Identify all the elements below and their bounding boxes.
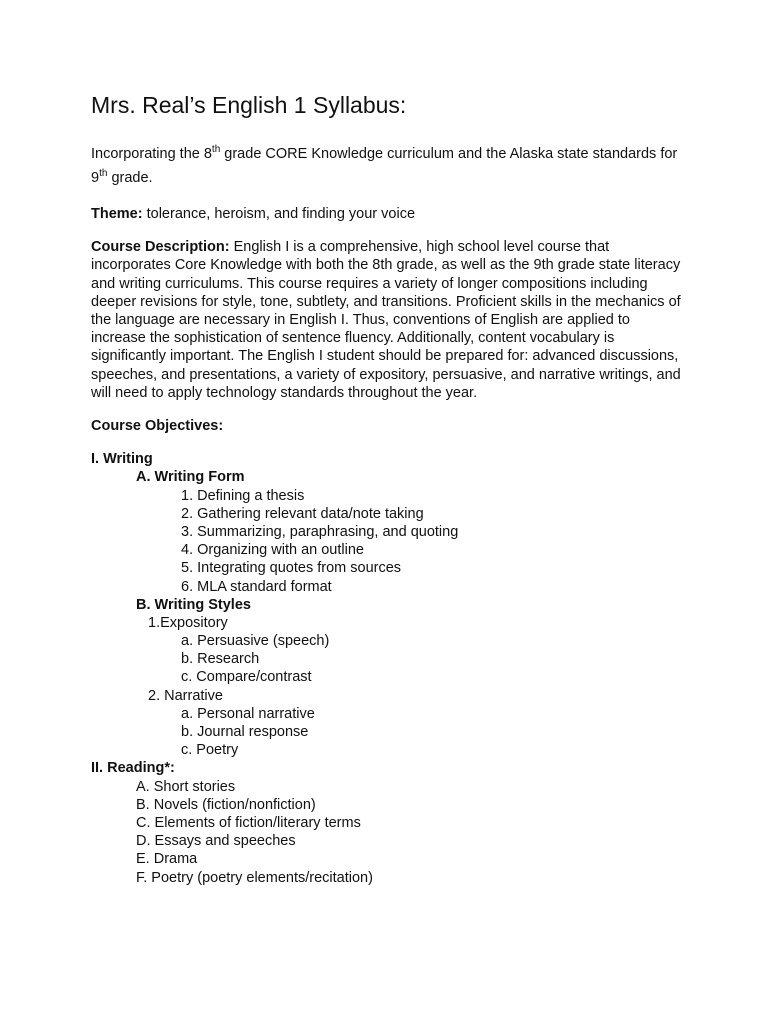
theme-paragraph (91, 205, 683, 223)
intro-sup-2: th (99, 168, 108, 179)
list-item: D. Essays and speeches (136, 833, 296, 850)
list-item: 4. Organizing with an outline (181, 542, 364, 559)
course-description-paragraph (91, 238, 683, 402)
list-item: E. Drama (136, 851, 198, 868)
writing-heading (91, 450, 683, 468)
course-description-text: English I is a comprehensive, high school level course that incorporates Core Knowledge with both the 8th grade, as well as the 9th grade state literacy and writing curriculums. This course requires a variety of longer compositions including deeper revisions for style, tone, subtlety, and transitions. Proficient skills in the mechanics of the language are necessary in English I. Thus, conventions of English are applied to increase the sophistication of sentence fluency. Additionally, content vocabulary is significantly important. The English I student should be prepared for: advanced discussions, speeches, and presentations, a variety of expository, persuasive, and narrative writings, and will need to apply technology standards throughout the year. (91, 239, 681, 401)
theme-label: Theme: (91, 206, 143, 222)
writing-styles-heading-text: B. Writing Styles (136, 596, 251, 613)
objectives-heading (91, 417, 683, 435)
intro-text-3: grade. (107, 170, 153, 186)
narrative-heading: 2. Narrative (148, 687, 223, 704)
list-item: b. Research (181, 651, 260, 668)
writing-form-heading-text: A. Writing Form (136, 469, 245, 486)
writing-styles-heading (91, 596, 683, 614)
course-description-label: Course Description: (91, 239, 230, 256)
intro-sup-1: th (211, 144, 221, 155)
list-item: B. Novels (fiction/nonfiction) (136, 796, 316, 813)
list-item: A. Short stories (136, 778, 236, 795)
list-item: 6. MLA standard format (181, 578, 332, 595)
intro-paragraph (91, 142, 683, 190)
list-item: c. Compare/contrast (181, 669, 312, 686)
list-item: a. Personal narrative (181, 705, 315, 722)
intro-text-2: grade CORE Knowledge curriculum and the Alaska state standards for 9 (91, 146, 678, 186)
writing-heading-text: I. Writing (91, 451, 153, 468)
page-title: Mrs. Real’s English 1 Syllabus: (91, 92, 407, 118)
list-item: 2. Gathering relevant data/note taking (181, 505, 424, 522)
intro-text-1: Incorporating the 8 (91, 146, 212, 162)
reading-heading (91, 759, 683, 777)
list-item: c. Poetry (181, 742, 239, 759)
theme-text: tolerance, heroism, and finding your voice (142, 206, 416, 222)
expository-heading: 1.Expository (148, 614, 228, 631)
list-item: b. Journal response (181, 724, 309, 741)
list-item: a. Persuasive (speech) (181, 633, 330, 650)
list-item: 1. Defining a thesis (181, 487, 305, 504)
writing-form-heading (91, 468, 683, 486)
list-item: 5. Integrating quotes from sources (181, 560, 402, 577)
objectives-outline (91, 450, 683, 887)
reading-heading-text: II. Reading*: (91, 760, 175, 777)
list-item: 3. Summarizing, paraphrasing, and quoting (181, 523, 459, 540)
list-item: F. Poetry (poetry elements/recitation) (136, 869, 373, 886)
document-body (91, 142, 683, 887)
list-item: C. Elements of fiction/literary terms (136, 814, 361, 831)
objectives-heading-text: Course Objectives: (91, 418, 224, 435)
